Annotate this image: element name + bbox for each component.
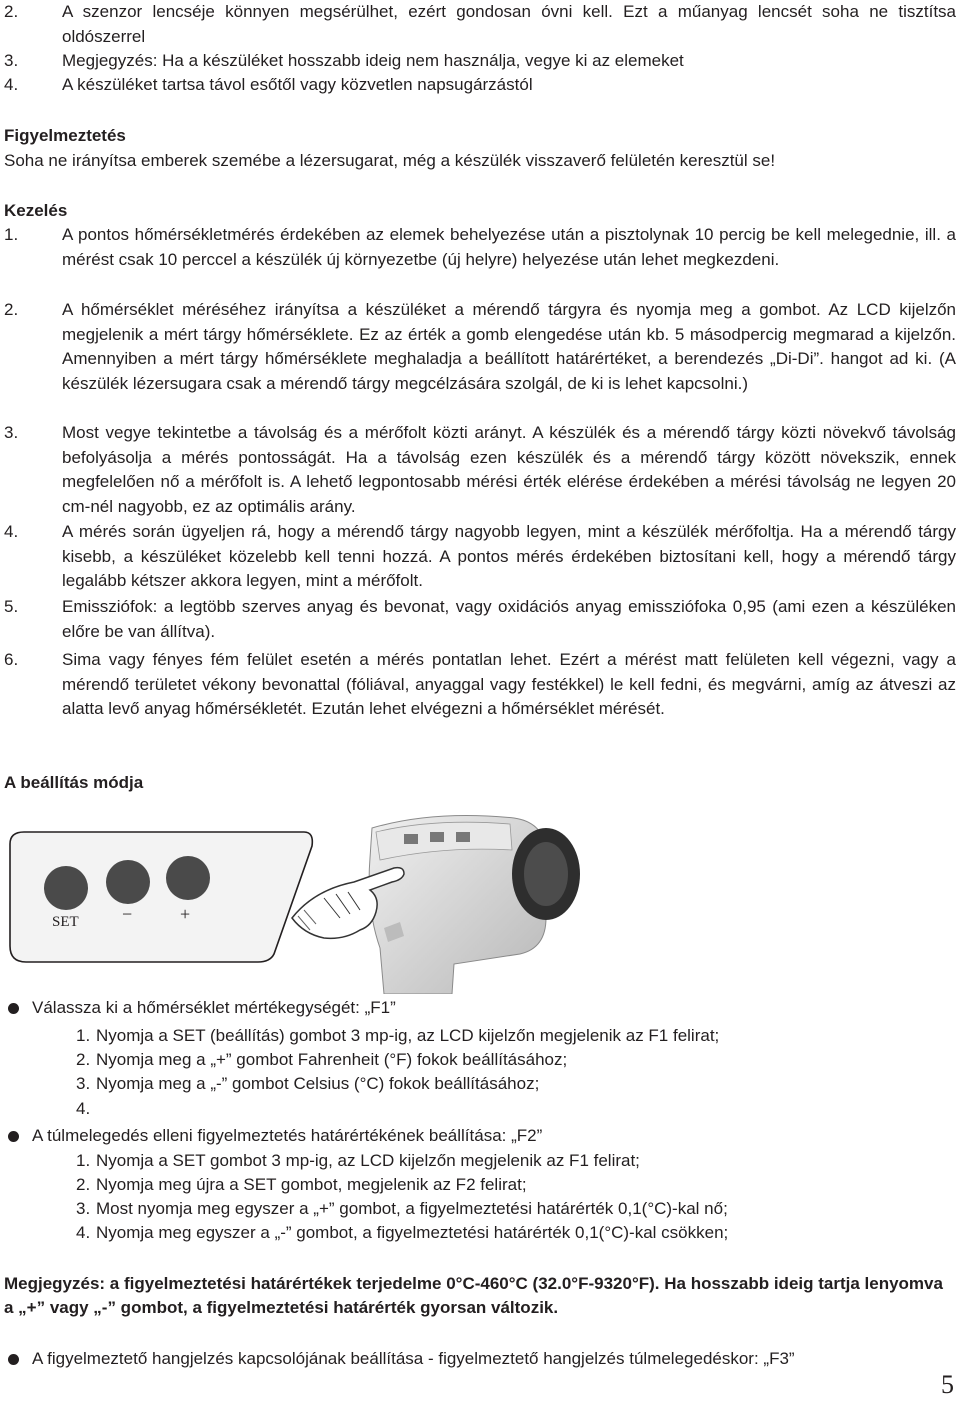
- list-number: 3.: [4, 423, 19, 442]
- plus-button-icon: [166, 856, 210, 900]
- page-number: 5: [941, 1370, 954, 1399]
- list-item: [4, 0, 956, 49]
- minus-label: −: [122, 904, 133, 924]
- bullet-item-f2: [8, 1124, 956, 1148]
- set-button-icon: [44, 866, 88, 910]
- list-text: Most vegye tekintetbe a távolság és a mérőfolt közti arányt. A készülék és a mérendő tárgy közti növekvő távolság befolyásolja a mérés pontosságát. Ha a távolság ezen készülék és a mérendő tárgy között növekszik, ennek megfelelően nő a mérőfolt is. A lehető legpontosabb mérési érték elérése érdekében a mérési távolság ne legyen 20 cm-nél nagyobb, ez az optimális arány.: [62, 423, 956, 516]
- step-number: 4.: [76, 1223, 91, 1242]
- set-label: SET: [52, 914, 79, 930]
- f1-step: [76, 1048, 956, 1072]
- bullet-icon: [8, 1003, 19, 1014]
- step-text: Nyomja a SET (beállítás) gombot 3 mp-ig, az LCD kijelzőn megjelenik az F1 felirat;: [96, 1026, 720, 1045]
- warning-text: Soha ne irányítsa emberek szemébe a lézersugarat, még a készülék visszaverő felületén keresztül se!: [4, 151, 776, 170]
- step-text: Nyomja meg a „-” gombot Celsius (°C) fokok beállításához;: [96, 1074, 540, 1093]
- list-number: 6.: [4, 650, 19, 669]
- list-item: [4, 73, 956, 98]
- list-text: Megjegyzés: Ha a készüléket hosszabb ideig nem használja, vegye ki az elemeket: [62, 51, 684, 70]
- bullet-item-f3: [8, 1347, 956, 1371]
- list-number: 2.: [4, 2, 19, 21]
- operation-item: [4, 223, 956, 272]
- step-number: 3.: [76, 1074, 91, 1093]
- bullet-text: Válassza ki a hőmérséklet mértékegységét: „F1”: [32, 998, 396, 1017]
- list-text: A mérés során ügyeljen rá, hogy a mérendő tárgy nagyobb legyen, mint a készülék mérőfoltja. Ha a mérendő tárgy kisebb, a készüléket közelebb kell tenni hozzá. A pontos mérés érdekében biztosítani kell, hogy a mérendő tárgy legalább kétszer akkora legyen, mint a mérőfolt.: [62, 522, 956, 590]
- warning-heading: Figyelmeztetés: [4, 126, 126, 145]
- operation-item: [4, 595, 956, 644]
- thermometer-device-illustration: [284, 798, 604, 994]
- operation-item: [4, 648, 956, 722]
- list-number: 5.: [4, 597, 19, 616]
- bullet-item-f1: [8, 996, 956, 1020]
- bullet-text: A túlmelegedés elleni figyelmeztetés határértékének beállítása: „F2”: [32, 1126, 543, 1145]
- button-panel-illustration: [4, 826, 320, 966]
- plus-label: +: [180, 904, 191, 924]
- step-number: 2.: [76, 1175, 91, 1194]
- step-text: Nyomja meg a „+” gombot Fahrenheit (°F) fokok beállításához;: [96, 1050, 568, 1069]
- list-item: [4, 49, 956, 74]
- step-number: 2.: [76, 1050, 91, 1069]
- list-text: A készüléket tartsa távol esőtől vagy közvetlen napsugárzástól: [62, 75, 533, 94]
- list-number: 2.: [4, 300, 19, 319]
- step-number: 1.: [76, 1151, 91, 1170]
- step-text: Nyomja meg egyszer a „-” gombot, a figyelmeztetési határérték 0,1(°C)-kal csökken;: [96, 1223, 729, 1242]
- list-number: 4.: [4, 75, 19, 94]
- step-text: Nyomja meg újra a SET gombot, megjelenik az F2 felirat;: [96, 1175, 527, 1194]
- f2-step: [76, 1149, 956, 1173]
- list-number: 4.: [4, 522, 19, 541]
- f1-step: [76, 1072, 956, 1096]
- list-text: Emissziófok: a legtöbb szerves anyag és bevonat, vagy oxidációs anyag emissziófoka 0,95 (ami ezen a készüléken előre be van állítva).: [62, 597, 956, 641]
- list-text: Sima vagy fényes fém felület esetén a mérés pontatlan lehet. Ezért a mérést matt felületen kell végezni, vagy a mérendő területet vékony bevonattal (fóliával, anyaggal vagy festékkel) le kell fedni, és megvárni, amíg az átveszi az alatta levő anyag hőmérsékletét. Ezután lehet elvégezni a hőmérséklet mérését.: [62, 650, 956, 718]
- list-number: 1.: [4, 225, 19, 244]
- f2-step: [76, 1197, 956, 1221]
- operation-item: [4, 421, 956, 519]
- f1-step: [76, 1097, 956, 1121]
- f1-step: [76, 1024, 956, 1048]
- f2-step: [76, 1221, 956, 1245]
- step-number: 4.: [76, 1099, 91, 1118]
- step-number: 1.: [76, 1026, 91, 1045]
- bullet-text: A figyelmeztető hangjelzés kapcsolójának beállítása - figyelmeztető hangjelzés túlmelegedéskor: „F3”: [32, 1349, 795, 1368]
- list-text: A pontos hőmérsékletmérés érdekében az elemek behelyezése után a pisztolynak 10 percig be kell melegednie, ill. a mérést csak 10 perccel a készülék új környezetbe (új helyre) helyezése után lehet megkezdeni.: [62, 225, 956, 269]
- step-text: Nyomja a SET gombot 3 mp-ig, az LCD kijelzőn megjelenik az F1 felirat;: [96, 1151, 640, 1170]
- bullet-icon: [8, 1354, 19, 1365]
- list-text: A szenzor lencséje könnyen megsérülhet, ezért gondosan óvni kell. Ezt a műanyag lencsét soha ne tisztítsa oldószerrel: [62, 2, 956, 46]
- operation-item: [4, 298, 956, 396]
- setup-heading: A beállítás módja: [4, 773, 144, 792]
- minus-button-icon: [106, 860, 150, 904]
- bullet-icon: [8, 1131, 19, 1142]
- step-number: 3.: [76, 1199, 91, 1218]
- limit-note: Megjegyzés: a figyelmeztetési határértékek terjedelme 0°C-460°C (32.0°F-9320°F). Ha hosszabb ideig tartja lenyomva a „+” vagy „-” gombot, a figyelmeztetési határérték gyorsan változik.: [4, 1274, 943, 1317]
- operation-item: [4, 520, 956, 594]
- f2-step: [76, 1173, 956, 1197]
- list-number: 3.: [4, 51, 19, 70]
- step-text: Most nyomja meg egyszer a „+” gombot, a figyelmeztetési határérték 0,1(°C)-kal nő;: [96, 1199, 728, 1218]
- operation-heading: Kezelés: [4, 201, 68, 220]
- list-text: A hőmérséklet méréséhez irányítsa a készüléket a mérendő tárgyra és nyomja meg a gombot. Az LCD kijelzőn megjelenik a mért tárgy hőmérséklete. Ez az érték a gomb elengedése után kb. 5 másodpercig megmarad a kijelzőn. Amennyiben a mért tárgy hőmérséklete meghaladja a beállított határértéket, a berendezés „Di-Di”. hangot ad ki. (A készülék lézersugara csak a mérendő tárgy megcélzására szolgál, de ki is lehet kapcsolni.): [62, 300, 956, 393]
